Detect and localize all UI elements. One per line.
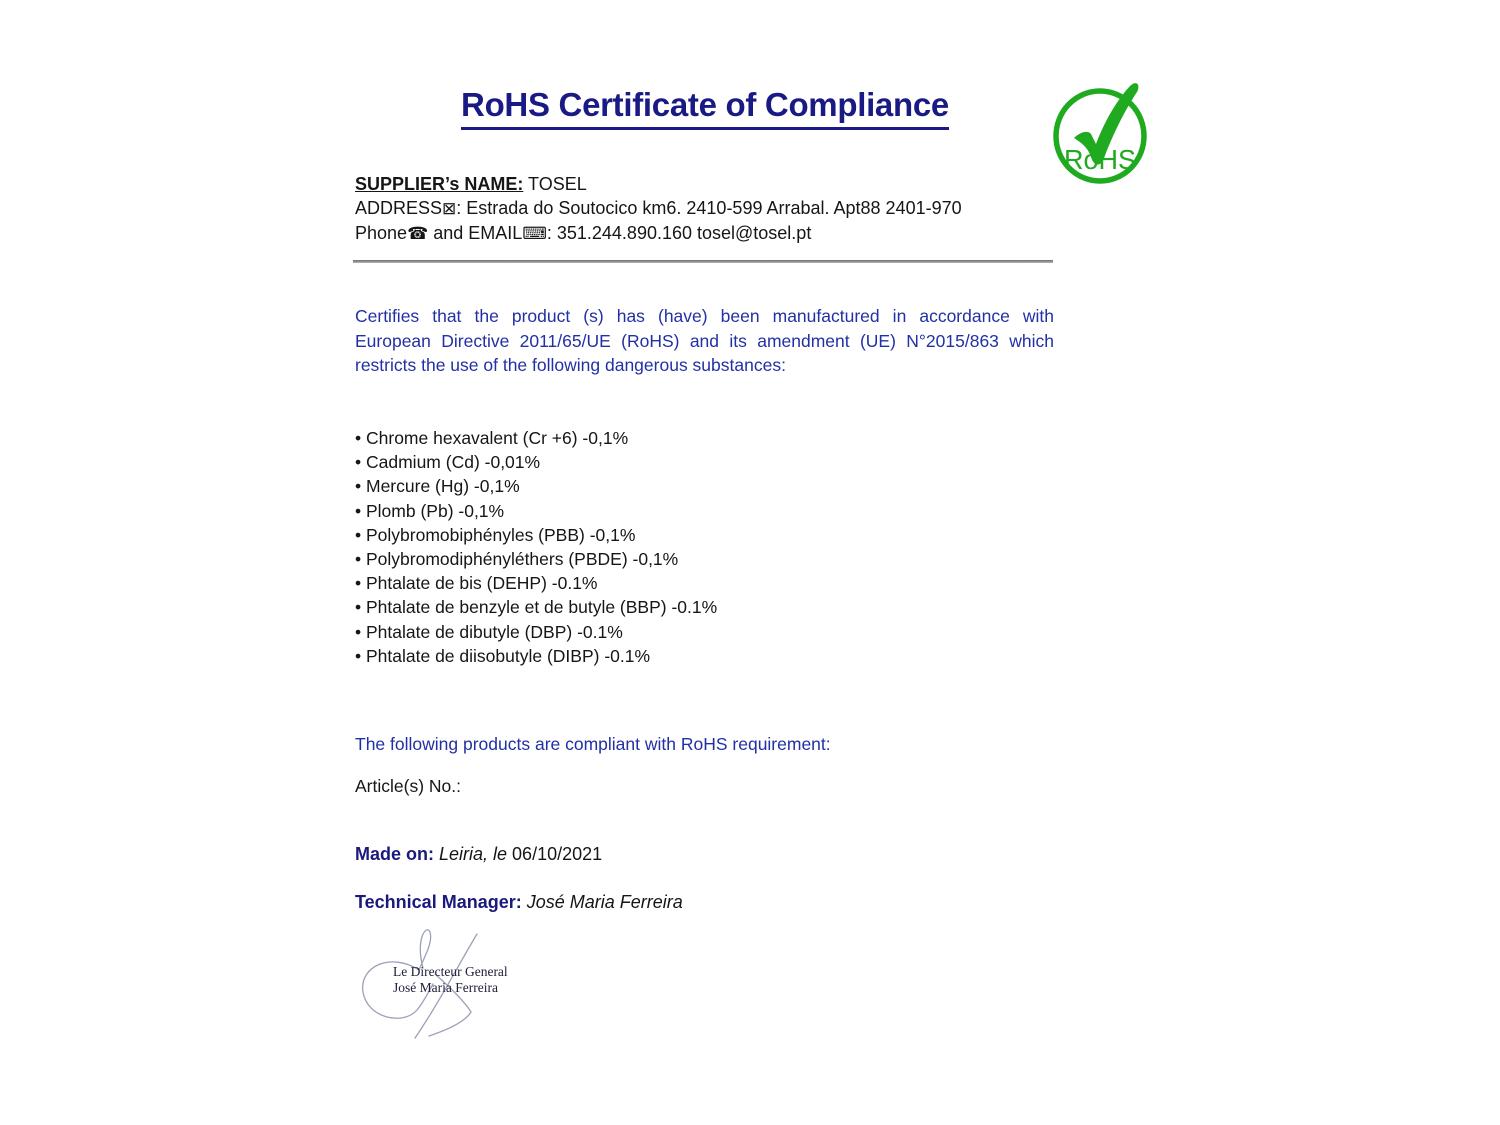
- supplier-address-line: [355, 196, 1055, 221]
- divider-line: [353, 260, 1053, 263]
- supplier-name-line: [355, 172, 1055, 196]
- supplier-name-label: SUPPLIER’s NAME:: [355, 174, 524, 194]
- certification-line: restricts the use of the following dangerous substances:: [355, 355, 786, 375]
- certification-paragraph: [355, 304, 1054, 378]
- computer-icon: ⌨: [522, 224, 547, 243]
- signature-line2: José Maria Ferreira: [393, 979, 498, 995]
- email-label: and EMAIL: [428, 223, 523, 243]
- rohs-logo: [1050, 74, 1150, 184]
- technical-manager-label: Technical Manager:: [355, 892, 522, 912]
- certification-line: Certifies that the product (s) has (have) been manufactured in accordance with: [355, 306, 1054, 326]
- signature-block: [355, 920, 555, 1055]
- title-container: [355, 86, 1055, 130]
- compliance-statement: The following products are compliant with RoHS requirement:: [355, 734, 831, 754]
- made-on-place: Leiria, le: [434, 844, 513, 864]
- signature-text: [393, 964, 508, 995]
- phone-label: Phone: [355, 223, 408, 243]
- substance-item: • Mercure (Hg) -0,1%: [355, 474, 1054, 498]
- substance-item: • Polybromobiphényles (PBB) -0,1%: [355, 523, 1054, 547]
- address-value: : Estrada do Soutocico km6. 2410-599 Arrabal. Apt88 2401-970: [456, 198, 962, 218]
- substance-item: • Phtalate de benzyle et de butyle (BBP) -0.1%: [355, 595, 1054, 619]
- envelope-icon: ⊠: [442, 199, 457, 218]
- supplier-block: [355, 172, 1055, 246]
- article-label: Article(s) No.:: [355, 776, 461, 796]
- substance-item: • Plomb (Pb) -0,1%: [355, 499, 1054, 523]
- signature-line1: Le Directeur General: [393, 964, 508, 979]
- substance-item: • Phtalate de diisobutyle (DIBP) -0.1%: [355, 644, 1054, 668]
- made-on-label: Made on:: [355, 844, 434, 864]
- technical-manager-line: [355, 892, 1054, 913]
- substances-list: [355, 426, 1054, 668]
- supplier-contact-line: [355, 221, 1055, 246]
- page-title: RoHS Certificate of Compliance: [461, 86, 949, 130]
- phone-icon: ☎: [407, 224, 429, 243]
- logo-label: RoHS: [1064, 144, 1136, 175]
- substance-item: • Phtalate de bis (DEHP) -0.1%: [355, 571, 1054, 595]
- supplier-name-value: TOSEL: [523, 174, 587, 194]
- substance-item: • Chrome hexavalent (Cr +6) -0,1%: [355, 426, 1054, 450]
- contact-value: : 351.244.890.160 tosel@tosel.pt: [546, 223, 812, 243]
- substance-item: • Polybromodiphényléthers (PBDE) -0,1%: [355, 547, 1054, 571]
- technical-manager-value: José Maria Ferreira: [521, 892, 683, 912]
- substance-item: • Cadmium (Cd) -0,01%: [355, 450, 1054, 474]
- certification-line: European Directive 2011/65/UE (RoHS) and its amendment (UE) N°2015/863 which: [355, 330, 1054, 351]
- made-on-date: 06/10/2021: [512, 844, 603, 864]
- rohs-logo-graphic: [1050, 74, 1150, 184]
- substance-item: • Phtalate de dibutyle (DBP) -0.1%: [355, 620, 1054, 644]
- made-on-line: [355, 844, 1054, 865]
- address-label: ADDRESS: [355, 198, 443, 218]
